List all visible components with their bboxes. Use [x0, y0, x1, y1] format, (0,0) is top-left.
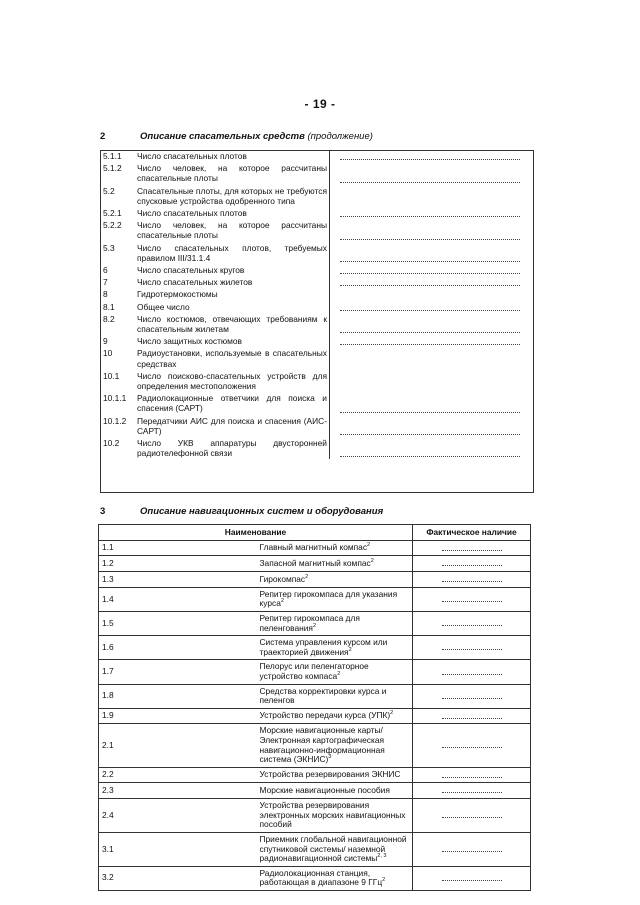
- row-name: [256, 724, 413, 767]
- table-row: [100, 242, 534, 264]
- value-field: [330, 185, 535, 207]
- footnote-marker: 2: [390, 710, 394, 717]
- value-field: [330, 150, 535, 162]
- row-name-text: Устройства резервирования электронных морских навигационных пособий: [259, 800, 406, 830]
- row-name: [256, 708, 413, 724]
- page-number: - 19 -: [304, 97, 336, 111]
- row-number: 5.2.1: [103, 208, 122, 219]
- dotted-fill-line: [442, 711, 502, 719]
- row-name-text: Морские навигационные карты/Электронная картографическая навигационно-информационная система (ЭКНИС): [259, 725, 385, 765]
- footnote-marker: 2: [382, 877, 386, 884]
- table-row: [100, 150, 534, 162]
- table-row: [99, 866, 531, 890]
- value-field: [330, 264, 535, 276]
- row-name: [256, 540, 413, 556]
- table-row: [99, 783, 531, 799]
- row-number: 2.3: [99, 783, 256, 799]
- row-name: [256, 587, 413, 611]
- table-row: [99, 767, 531, 783]
- dotted-fill-line: [340, 337, 520, 345]
- dotted-fill-line: [442, 543, 502, 551]
- row-number: 9: [103, 336, 108, 347]
- row-description: Число человек, на которое рассчитаны спасательные плоты: [135, 219, 330, 241]
- table-row: [100, 207, 534, 219]
- row-name-text: Морские навигационные пособия: [259, 784, 390, 795]
- dotted-fill-line: [442, 770, 502, 778]
- row-number: 10: [103, 348, 113, 359]
- table-row: [99, 708, 531, 724]
- row-name: [256, 636, 413, 660]
- row-name: [256, 684, 413, 708]
- row-number: 5.1.2: [103, 163, 122, 174]
- section-3-number: 3: [100, 506, 106, 517]
- row-name-text: Репитер гирокомпаса для пеленгования: [259, 612, 360, 633]
- section-2-title: Описание спасательных средств: [140, 131, 305, 142]
- table-row: [100, 370, 534, 392]
- row-number: 5.3: [103, 242, 115, 253]
- table-row: [99, 611, 531, 635]
- footnote-marker: 2: [312, 622, 317, 629]
- row-number: 10.2: [103, 438, 120, 449]
- row-description: Спасательные плоты, для которых не требуются спусковые устройства одобренного типа: [135, 185, 330, 207]
- actual-value-field: [413, 636, 531, 660]
- footnote-marker: 2, 3: [377, 853, 387, 860]
- table-row: [100, 347, 534, 369]
- row-number: 1.6: [99, 636, 256, 660]
- dotted-fill-line: [442, 667, 502, 675]
- row-number: 3.1: [99, 832, 256, 866]
- table-row: [100, 392, 534, 414]
- row-name-text: Пелорус или пеленгаторное устройство компаса: [259, 661, 369, 681]
- table-row: [100, 301, 534, 313]
- row-description: Число защитных костюмов: [135, 335, 330, 347]
- row-name: [256, 572, 413, 588]
- row-number: 8.2: [103, 313, 115, 324]
- row-name: [256, 799, 413, 833]
- table-row: [99, 636, 531, 660]
- row-number: 8: [103, 289, 108, 300]
- row-description: Общее число: [135, 301, 330, 313]
- actual-value-field: [413, 767, 531, 783]
- actual-value-field: [413, 799, 531, 833]
- row-number: 7: [103, 277, 108, 288]
- section-2-number: 2: [100, 131, 106, 142]
- row-description: Передатчики АИС для поиска и спасения (АИС-САРТ): [135, 415, 330, 437]
- dotted-fill-line: [442, 558, 502, 566]
- dotted-fill-line: [442, 574, 502, 582]
- row-description: Число спасательных плотов: [135, 150, 330, 162]
- row-number: 1.7: [99, 660, 256, 684]
- table-row: [99, 572, 531, 588]
- value-field: [330, 415, 535, 437]
- dotted-fill-line: [442, 691, 502, 699]
- row-description: Гидротермокостюмы: [135, 288, 330, 300]
- row-name: [256, 832, 413, 866]
- dotted-fill-line: [442, 844, 502, 852]
- table-row: [99, 832, 531, 866]
- row-description: Число спасательных плотов: [135, 207, 330, 219]
- actual-value-field: [413, 587, 531, 611]
- row-number: 1.1: [99, 540, 256, 556]
- value-field: [330, 313, 535, 335]
- actual-value-field: [413, 540, 531, 556]
- dotted-fill-line: [442, 594, 502, 602]
- row-name: [256, 611, 413, 635]
- actual-value-field: [413, 572, 531, 588]
- section-3-heading: [100, 506, 383, 517]
- column-header-actual: Фактическое наличие: [413, 525, 531, 541]
- row-description: Радиоустановки, используемые в спасательных средствах: [135, 347, 330, 369]
- dotted-fill-line: [340, 303, 520, 311]
- footnote-marker: 2: [280, 598, 284, 605]
- row-number: 5.2.2: [103, 220, 122, 231]
- dotted-fill-line: [340, 405, 520, 413]
- row-description: Число поисково-спасательных устройств для определения местоположения: [135, 370, 330, 392]
- row-name-text: Радиолокационная станция, работающая в диапазоне 9 ГГц: [259, 867, 383, 888]
- dotted-fill-line: [340, 152, 520, 160]
- row-description: Число костюмов, отвечающих требованиям к спасательным жилетам: [135, 313, 330, 335]
- row-number: 2.2: [99, 767, 256, 783]
- value-field: [330, 207, 535, 219]
- dotted-fill-line: [340, 278, 520, 286]
- dotted-fill-line: [442, 740, 502, 748]
- row-name-text: Система управления курсом или траекторией движения: [259, 637, 388, 657]
- actual-value-field: [413, 708, 531, 724]
- actual-value-field: [413, 684, 531, 708]
- table-row: [99, 799, 531, 833]
- dotted-fill-line: [442, 618, 502, 626]
- row-name: [256, 556, 413, 572]
- row-description: Число спасательных плотов, требуемых правилом III/31.1.4: [135, 242, 330, 264]
- row-name-text: Гирокомпас: [259, 573, 306, 584]
- actual-value-field: [413, 556, 531, 572]
- value-field: [330, 162, 535, 184]
- row-number: 1.5: [99, 611, 256, 635]
- dotted-fill-line: [442, 810, 502, 818]
- row-number: 1.9: [99, 708, 256, 724]
- row-name: [256, 783, 413, 799]
- value-field: [330, 437, 535, 459]
- value-field: [330, 219, 535, 241]
- dotted-fill-line: [340, 266, 520, 274]
- actual-value-field: [413, 783, 531, 799]
- row-description: Число человек, на которое рассчитаны спасательные плоты: [135, 162, 330, 184]
- row-number: 5.1.1: [103, 151, 122, 161]
- row-name: [256, 767, 413, 783]
- table-row: [100, 437, 534, 459]
- table-row: [100, 335, 534, 347]
- value-field: [330, 347, 535, 369]
- row-name-text: Приемник глобальной навигационной спутниковой системы/ наземной радионавигационной системы: [259, 833, 407, 864]
- row-name-text: Средства корректировки курса и пеленгов: [259, 685, 387, 706]
- value-field: [330, 242, 535, 264]
- life-saving-appliances-table: [100, 150, 534, 459]
- dotted-fill-line: [340, 209, 520, 217]
- row-number: 1.8: [99, 684, 256, 708]
- dotted-fill-line: [340, 449, 520, 457]
- dotted-fill-line: [340, 427, 520, 435]
- row-name-text: Репитер гирокомпаса для указания курса: [259, 588, 398, 609]
- table-row: [100, 313, 534, 335]
- row-number: 5.2: [103, 185, 115, 196]
- row-description: Число спасательных жилетов: [135, 276, 330, 288]
- row-number: 2.4: [99, 799, 256, 833]
- table-row: [99, 684, 531, 708]
- footnote-marker: 2: [305, 573, 309, 580]
- value-field: [330, 276, 535, 288]
- table-row: [100, 219, 534, 241]
- actual-value-field: [413, 724, 531, 767]
- table-row: [100, 415, 534, 437]
- row-description: Число УКВ аппаратуры двусторонней радиотелефонной связи: [135, 437, 330, 459]
- row-number: 3.2: [99, 866, 256, 890]
- row-number: 2.1: [99, 724, 256, 767]
- row-number: 1.2: [99, 556, 256, 572]
- actual-value-field: [413, 832, 531, 866]
- value-field: [330, 288, 535, 300]
- value-field: [330, 301, 535, 313]
- dotted-fill-line: [340, 325, 520, 333]
- table-row: [99, 587, 531, 611]
- table-row: [99, 540, 531, 556]
- row-number: 8.1: [103, 301, 115, 312]
- actual-value-field: [413, 866, 531, 890]
- footnote-marker: 2: [337, 671, 341, 678]
- value-field: [330, 392, 535, 414]
- dotted-fill-line: [340, 254, 520, 262]
- footnote-marker: 2: [348, 646, 352, 653]
- row-number: 1.4: [99, 587, 256, 611]
- row-number: 1.3: [99, 572, 256, 588]
- dotted-fill-line: [442, 785, 502, 793]
- row-number: 10.1.1: [103, 393, 127, 404]
- row-number: 10.1: [103, 370, 120, 381]
- table-row: [100, 288, 534, 300]
- actual-value-field: [413, 611, 531, 635]
- table-row: [100, 276, 534, 288]
- table-row: [100, 162, 534, 184]
- dotted-fill-line: [340, 232, 520, 240]
- table-row: [100, 185, 534, 207]
- navigation-equipment-table: [98, 524, 531, 891]
- row-name: [256, 866, 413, 890]
- row-name-text: Запасной магнитный компас: [259, 557, 371, 568]
- row-name-text: Устройство передачи курса (УПК): [259, 710, 391, 721]
- row-number: 10.1.2: [103, 415, 127, 426]
- footnote-marker: 3: [328, 754, 332, 761]
- footnote-marker: 2: [370, 558, 374, 565]
- value-field: [330, 335, 535, 347]
- section-2-subtitle: (продолжение): [307, 131, 373, 142]
- table-row: [100, 264, 534, 276]
- table-row: [99, 556, 531, 572]
- footnote-marker: 2: [367, 542, 371, 549]
- row-description: Число спасательных кругов: [135, 264, 330, 276]
- section-2-heading: [100, 131, 373, 142]
- row-name-text: Главный магнитный компас: [259, 542, 368, 553]
- row-name: [256, 660, 413, 684]
- dotted-fill-line: [340, 175, 520, 183]
- column-header-name: Наименование: [99, 525, 413, 541]
- value-field: [330, 370, 535, 392]
- actual-value-field: [413, 660, 531, 684]
- dotted-fill-line: [442, 873, 502, 881]
- row-name-text: Устройства резервирования ЭКНИС: [259, 769, 401, 780]
- row-number: 6: [103, 265, 108, 276]
- table-row: [99, 724, 531, 767]
- dotted-fill-line: [442, 642, 502, 650]
- row-description: Радиолокационные ответчики для поиска и спасения (САРТ): [135, 392, 330, 414]
- section-3-title: Описание навигационных систем и оборудования: [140, 506, 384, 517]
- table-row: [99, 660, 531, 684]
